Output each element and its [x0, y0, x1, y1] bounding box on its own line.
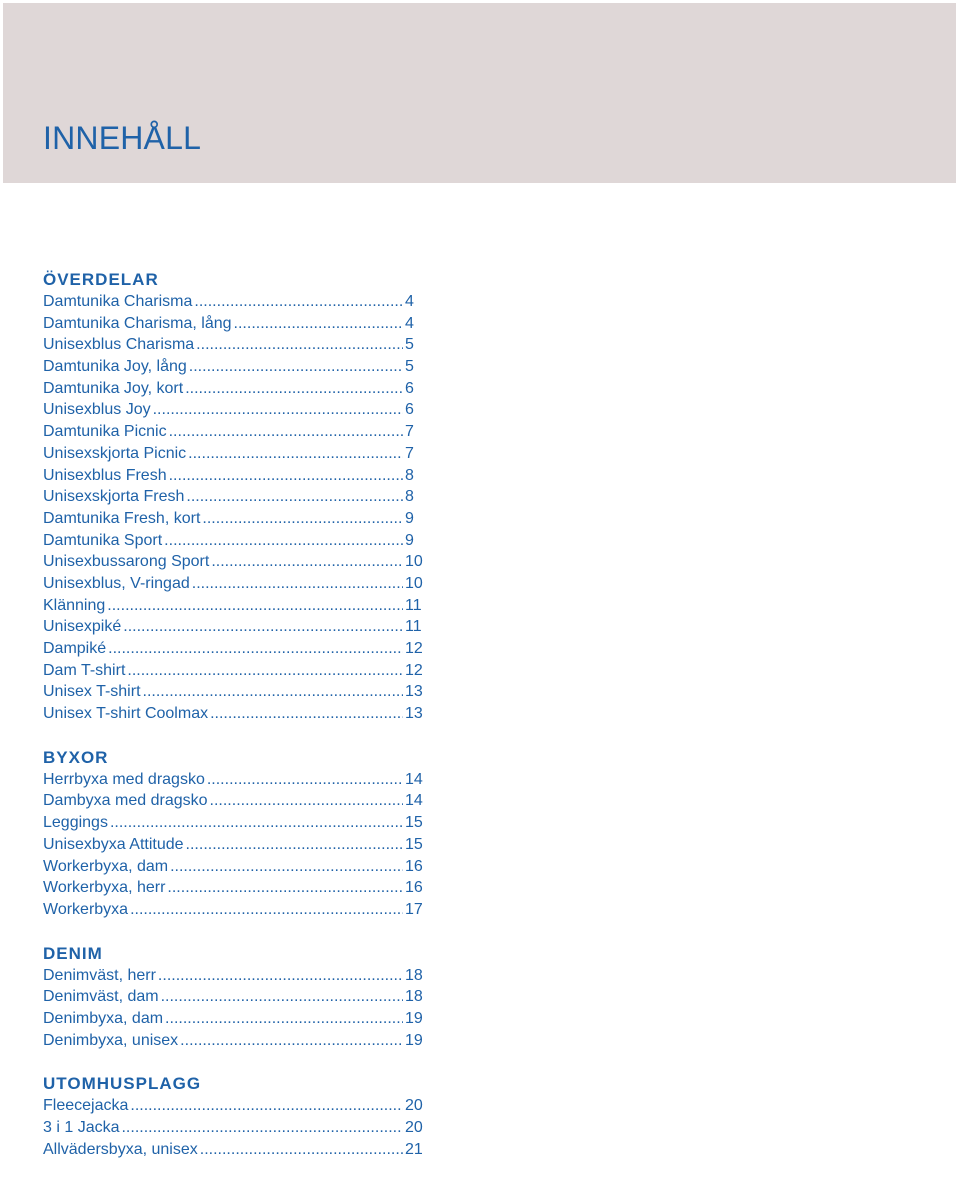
toc-entry-page: 7: [405, 444, 414, 462]
toc-entry-page: 7: [405, 423, 414, 441]
toc-entry-label: Fleecejacka: [43, 1097, 129, 1115]
toc-entry[interactable]: [43, 530, 423, 552]
toc-entry-label: Workerbyxa, dam: [43, 857, 169, 875]
toc-entry[interactable]: [43, 399, 423, 421]
dot-leader: [192, 573, 403, 595]
toc-entry-page: 19: [405, 1009, 423, 1027]
dot-leader: [153, 399, 403, 421]
dot-leader: [180, 1030, 403, 1052]
toc-entry-page: 10: [405, 574, 423, 592]
dot-leader: [165, 1008, 403, 1030]
toc-entry-label: Dambyxa med dragsko: [43, 792, 208, 810]
dot-leader: [169, 465, 403, 487]
section-heading: UTOMHUSPLAGG: [43, 1074, 202, 1094]
toc-entry[interactable]: [43, 508, 423, 530]
toc-entry-page: 12: [405, 640, 423, 657]
toc-entry-page: 4: [405, 293, 414, 310]
toc-entry-page: 11: [405, 618, 422, 636]
toc-entry-page: 6: [405, 401, 414, 419]
toc-entry[interactable]: [43, 1095, 423, 1117]
dot-leader: [194, 291, 403, 313]
toc-entry-label: Unisexpiké: [43, 618, 122, 636]
toc-entry-label: Leggings: [43, 814, 108, 832]
dot-leader: [210, 703, 403, 725]
dot-leader: [158, 965, 403, 987]
toc-section: [43, 269, 423, 725]
toc-entry-page: 19: [405, 1031, 423, 1049]
toc-entry-label: Klänning: [43, 596, 106, 614]
section-heading: ÖVERDELAR: [43, 270, 159, 289]
toc-entry[interactable]: [43, 356, 423, 378]
toc-entry-label: Unisexbyxa Attitude: [43, 835, 184, 853]
toc-entry-page: 4: [405, 314, 414, 332]
dot-leader: [110, 812, 403, 834]
dot-leader: [161, 986, 403, 1008]
toc-entry-label: Unisexskjorta Fresh: [43, 488, 185, 506]
toc-entry-page: 6: [405, 379, 414, 397]
toc-entry[interactable]: [43, 378, 423, 400]
toc-entry-label: Damtunika Joy, lång: [43, 358, 187, 376]
toc-entry[interactable]: [43, 616, 423, 638]
toc-entry[interactable]: [43, 465, 423, 487]
toc-entry-page: 15: [405, 835, 423, 853]
dot-leader: [188, 443, 403, 465]
toc-entry[interactable]: [43, 443, 423, 465]
toc-entry-label: Unisex T-shirt: [43, 683, 141, 701]
toc-entry[interactable]: [43, 986, 423, 1008]
toc-entry[interactable]: [43, 703, 423, 725]
toc-entry-page: 13: [405, 705, 423, 723]
page-title: INNEHÅLL: [43, 120, 202, 156]
toc-entry[interactable]: [43, 856, 423, 878]
dot-leader: [186, 834, 403, 856]
dot-leader: [130, 899, 403, 921]
toc-entry[interactable]: [43, 834, 423, 856]
dot-leader: [169, 421, 403, 443]
toc-entry-page: 5: [405, 336, 414, 354]
toc-entry-page: 8: [405, 466, 414, 484]
toc-entry[interactable]: [43, 899, 423, 921]
toc-entry-label: Unisexblus, V-ringad: [43, 574, 190, 592]
dot-leader: [127, 660, 403, 682]
toc-entry-page: 8: [405, 488, 414, 506]
toc-entry-label: Workerbyxa: [43, 900, 129, 918]
toc-entry-page: 20: [405, 1119, 423, 1136]
toc-entry-page: 18: [405, 988, 423, 1006]
toc-entry-page: 18: [405, 966, 423, 984]
toc-entry-page: 5: [405, 358, 414, 376]
dot-leader: [170, 856, 403, 878]
toc-entry-label: Workerbyxa, herr: [43, 879, 166, 897]
toc-entry-label: Unisex T-shirt Coolmax: [43, 705, 209, 723]
toc-entry[interactable]: [43, 1139, 423, 1161]
section-heading: BYXOR: [43, 747, 109, 767]
toc-entry-label: Dampiké: [43, 640, 107, 657]
toc-entry[interactable]: [43, 790, 423, 812]
toc-entry-page: 17: [405, 900, 423, 918]
dot-leader: [164, 530, 403, 552]
toc-entry-page: 12: [405, 661, 423, 679]
toc-entry-label: Damtunika Picnic: [43, 423, 167, 441]
toc-entry[interactable]: [43, 573, 423, 595]
toc-entry-label: Damtunika Sport: [43, 531, 163, 549]
toc-section: [43, 747, 423, 921]
toc-entry-label: Dam T-shirt: [43, 661, 126, 679]
toc-entry-page: 9: [405, 509, 414, 527]
toc-entry[interactable]: [43, 1030, 423, 1052]
table-of-contents: [43, 269, 423, 1182]
dot-leader: [123, 616, 403, 638]
toc-entry-page: 16: [405, 879, 423, 897]
toc-entry[interactable]: [43, 334, 423, 356]
toc-entry-label: Unisexblus Joy: [43, 401, 151, 419]
dot-leader: [234, 313, 403, 335]
toc-entry[interactable]: [43, 681, 423, 703]
dot-leader: [186, 486, 403, 508]
toc-entry-label: Denimväst, herr: [43, 966, 156, 984]
toc-entry-label: Unisexblus Charisma: [43, 336, 195, 354]
toc-entry[interactable]: [43, 660, 423, 682]
toc-entry-label: Denimbyxa, unisex: [43, 1031, 179, 1049]
toc-entry-label: 3 i 1 Jacka: [43, 1119, 120, 1136]
toc-section: [43, 1073, 423, 1160]
toc-entry[interactable]: [43, 965, 423, 987]
toc-entry-label: Damtunika Fresh, kort: [43, 509, 201, 527]
toc-entry[interactable]: [43, 1117, 423, 1139]
dot-leader: [130, 1095, 403, 1117]
dot-leader: [121, 1117, 403, 1139]
toc-entry-label: Unisexbussarong Sport: [43, 553, 210, 571]
toc-entry[interactable]: [43, 769, 423, 791]
toc-entry-page: 20: [405, 1097, 423, 1115]
toc-entry-page: 15: [405, 814, 423, 832]
toc-entry-label: Denimväst, dam: [43, 988, 159, 1006]
dot-leader: [143, 681, 403, 703]
toc-entry[interactable]: [43, 486, 423, 508]
dot-leader: [189, 356, 403, 378]
toc-section: [43, 943, 423, 1052]
section-heading: DENIM: [43, 943, 103, 963]
toc-entry-label: Damtunika Charisma: [43, 293, 193, 310]
toc-entry-page: 13: [405, 683, 423, 701]
toc-entry-label: Damtunika Joy, kort: [43, 379, 184, 397]
toc-entry-page: 14: [405, 792, 423, 810]
toc-entry[interactable]: [43, 812, 423, 834]
toc-entry-page: 16: [405, 857, 423, 875]
dot-leader: [185, 378, 403, 400]
dot-leader: [167, 877, 403, 899]
toc-entry[interactable]: [43, 313, 423, 335]
dot-leader: [207, 769, 403, 791]
toc-entry-page: 14: [405, 770, 423, 788]
dot-leader: [210, 790, 403, 812]
toc-entry-page: 21: [405, 1140, 423, 1158]
toc-entry[interactable]: [43, 551, 423, 573]
toc-entry-label: Unisexblus Fresh: [43, 466, 167, 484]
dot-leader: [202, 508, 403, 530]
dot-leader: [200, 1139, 403, 1161]
toc-entry-page: 10: [405, 553, 423, 571]
dot-leader: [107, 595, 403, 617]
toc-entry[interactable]: [43, 595, 423, 617]
toc-entry[interactable]: [43, 638, 423, 660]
toc-entry-label: Allvädersbyxa, unisex: [43, 1140, 198, 1158]
toc-entry[interactable]: [43, 877, 423, 899]
toc-entry-page: 11: [405, 596, 422, 614]
toc-entry[interactable]: [43, 1008, 423, 1030]
toc-entry-label: Damtunika Charisma, lång: [43, 314, 232, 332]
toc-entry-page: 9: [405, 531, 414, 549]
toc-entry-label: Unisexskjorta Picnic: [43, 444, 187, 462]
dot-leader: [196, 334, 403, 356]
toc-entry[interactable]: [43, 291, 423, 313]
dot-leader: [211, 551, 403, 573]
toc-entry-label: Denimbyxa, dam: [43, 1009, 164, 1027]
toc-entry[interactable]: [43, 421, 423, 443]
dot-leader: [108, 638, 403, 660]
toc-entry-label: Herrbyxa med dragsko: [43, 770, 205, 788]
